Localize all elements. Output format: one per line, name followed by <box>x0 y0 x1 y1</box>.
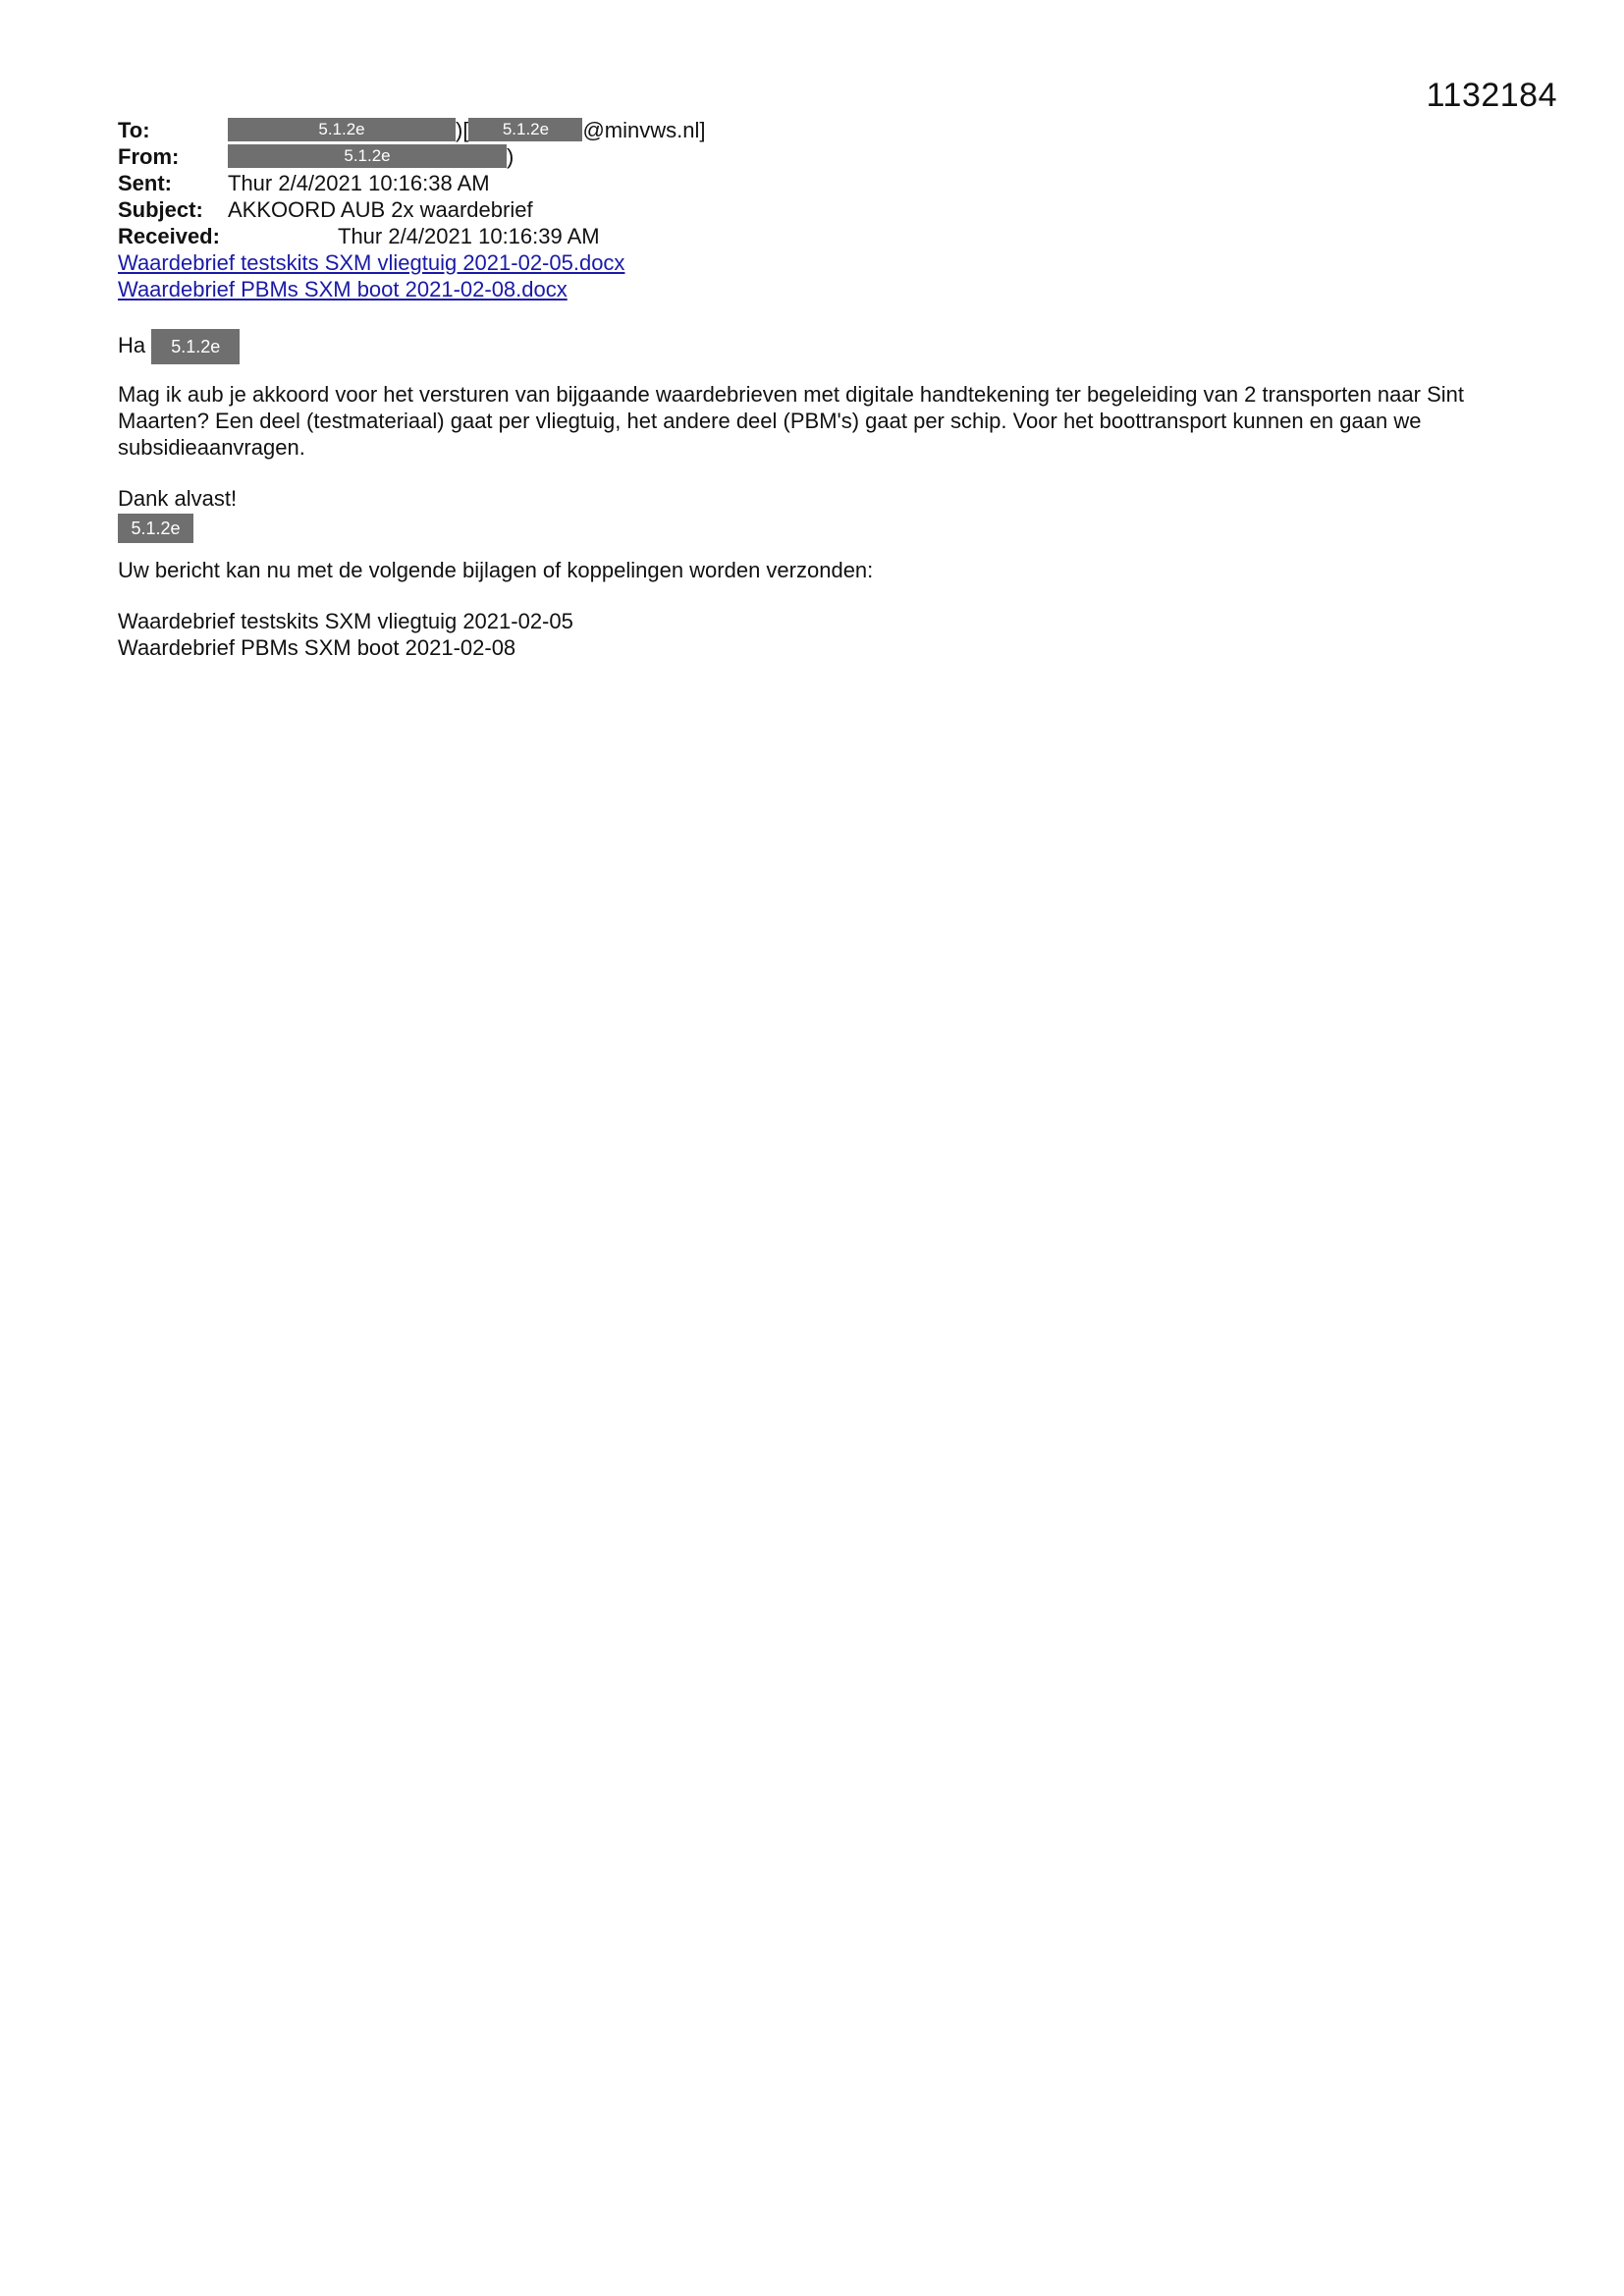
message-paragraph: Mag ik aub je akkoord voor het versturen van bijgaande waardebrieven met digitale handtekening ter begeleiding van 2 transporten naar Sint Maarten? Een deel (testmateriaal) gaat per vliegtuig, het andere deel (PBM's) gaat per schip. Voor het boottransport kunnen en gaan we subsidieaanvragen. <box>118 382 1464 460</box>
from-value <box>228 143 514 170</box>
from-label: From: <box>118 144 180 169</box>
attachment-link[interactable]: Waardebrief PBMs SXM boot 2021-02-08.docx <box>118 277 568 301</box>
received-label: Received: <box>118 224 220 248</box>
subject-row <box>118 196 1532 223</box>
redaction-box: 5.1.2e <box>228 118 456 141</box>
thanks-line: Dank alvast! <box>118 486 238 511</box>
attachment-item: Waardebrief PBMs SXM boot 2021-02-08 <box>118 635 516 660</box>
sent-value: Thur 2/4/2021 10:16:38 AM <box>228 171 490 195</box>
from-row <box>118 143 1532 170</box>
document-number: 1132184 <box>1426 77 1557 114</box>
received-row <box>118 223 1532 249</box>
to-value <box>228 117 705 143</box>
received-value: Thur 2/4/2021 10:16:39 AM <box>338 224 600 248</box>
greeting-text: Ha <box>118 333 146 357</box>
greeting-line <box>118 328 1532 363</box>
to-domain: @minvws.nl] <box>582 118 706 142</box>
to-separator: )[ <box>456 118 469 142</box>
subject-value: AKKOORD AUB 2x waardebrief <box>228 197 533 222</box>
attachment-link[interactable]: Waardebrief testskits SXM vliegtuig 2021-02-05.docx <box>118 250 625 275</box>
from-close: ) <box>507 144 514 169</box>
redaction-box: 5.1.2e <box>118 514 193 543</box>
sent-row <box>118 170 1532 196</box>
attachment-list <box>118 608 1532 661</box>
subject-label: Subject: <box>118 197 203 222</box>
signature-line <box>118 513 1532 542</box>
attachments-notice: Uw bericht kan nu met de volgende bijlagen of koppelingen worden verzonden: <box>118 558 874 582</box>
redaction-box: 5.1.2e <box>151 329 240 364</box>
sent-label: Sent: <box>118 171 172 195</box>
redaction-box: 5.1.2e <box>228 144 507 168</box>
to-label: To: <box>118 118 150 142</box>
email-document <box>118 117 1532 661</box>
redaction-box: 5.1.2e <box>468 118 582 141</box>
to-row <box>118 117 1532 143</box>
attachment-item: Waardebrief testskits SXM vliegtuig 2021-02-05 <box>118 609 573 633</box>
